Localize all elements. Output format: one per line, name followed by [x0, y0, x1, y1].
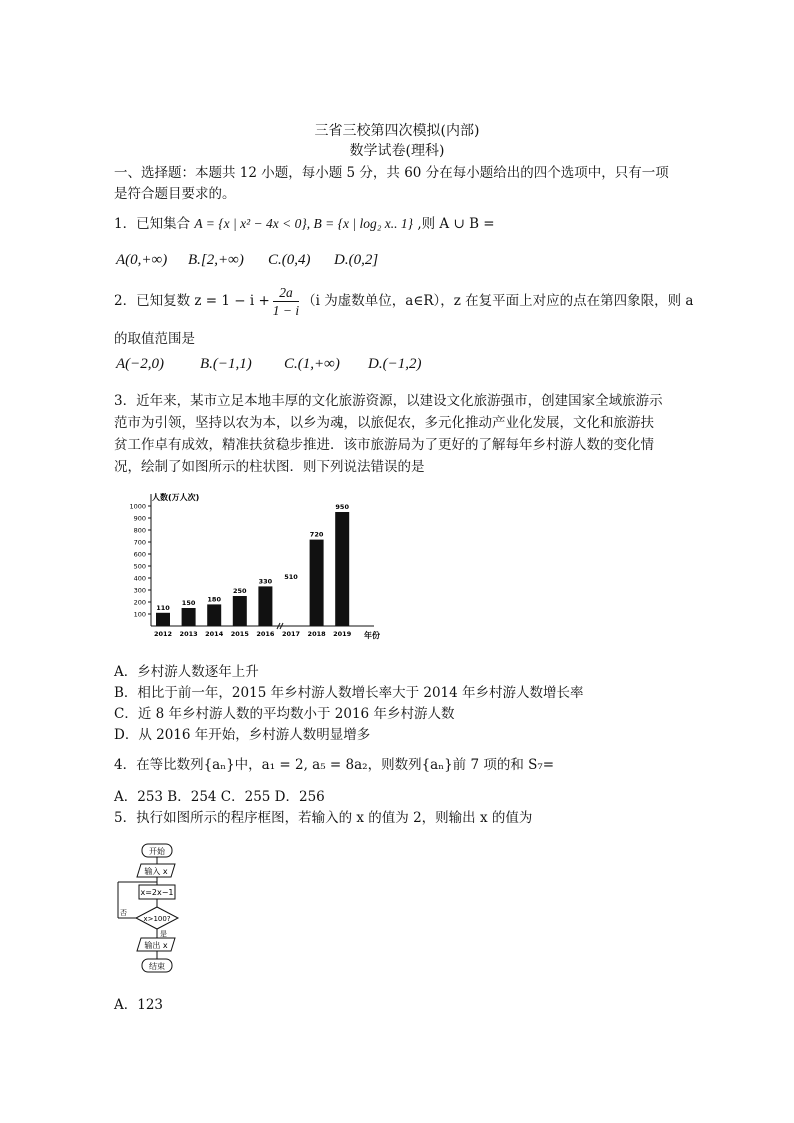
bar-2016 — [258, 586, 272, 626]
q1-option-b: B.[2,+∞) — [188, 252, 244, 268]
section-heading-cont: 是符合题目要求的。 — [114, 186, 236, 202]
q3-line-2: 范市为引领，坚持以农为本，以乡为魂，以旅促农，多元化推动产业化发展，文化和旅游扶 — [114, 415, 654, 431]
q3-line-1: 3．近年来，某市立足本地丰厚的文化旅游资源，以建设文化旅游强市，创建国家全域旅游示 — [114, 393, 663, 409]
bar-2014 — [207, 604, 221, 626]
q3-option-a: A．乡村游人数逐年上升 — [114, 664, 259, 680]
bar-value-label: 950 — [335, 503, 349, 511]
program-flowchart — [112, 840, 202, 980]
exam-subtitle: 数学试卷(理科) — [349, 143, 445, 159]
q1-option-c: C.(0,4) — [268, 252, 311, 268]
section-heading: 一、选择题：本题共 12 小题，每小题 5 分，共 60 分在每小题给出的四个选项中，只有一项 — [114, 165, 669, 181]
bar-value-label: 180 — [207, 595, 221, 604]
flow-no-label: 否 — [120, 909, 127, 917]
q3-option-b: B．相比于前一年，2015 年乡村游人数增长率大于 2014 年乡村游人数增长率 — [114, 685, 584, 701]
x-tick-label: 2017 — [281, 630, 301, 638]
q2-fraction — [273, 284, 299, 319]
y-tick-label: 1000 — [129, 502, 146, 511]
y-tick-label: 100 — [133, 610, 146, 619]
bar-value-label: 330 — [258, 577, 273, 586]
q3-option-d: D．从 2016 年开始，乡村游人数明显增多 — [114, 727, 371, 743]
x-tick-label: 2016 — [256, 630, 275, 638]
bar-value-label: 150 — [181, 599, 196, 607]
flow-input-label: 输入 x — [144, 867, 168, 876]
bar-2012 — [156, 613, 170, 626]
x-tick-label: 2014 — [205, 630, 224, 638]
q1-suffix: ,则 A ∪ B = — [413, 216, 495, 232]
y-tick-label: 900 — [133, 514, 146, 523]
y-tick-label: 800 — [133, 526, 146, 535]
q2-frac-num: 2a — [273, 284, 299, 302]
bar-2013 — [182, 608, 196, 626]
flow-process-label: x=2x−1 — [140, 888, 174, 897]
q3-line-3: 贫工作卓有成效，精准扶贫稳步推进．该市旅游局为了更好的了解每年乡村游人数的变化情 — [114, 437, 654, 453]
x-tick-label: 2019 — [333, 630, 352, 638]
q2-option-c: C.(1,+∞) — [284, 356, 340, 372]
question-4-stem: 4．在等比数列{aₙ}中，a₁ = 2, a₅ = 8a₂，则数列{aₙ}前 7 项的和 S₇= — [114, 757, 555, 773]
q2-frac-den: 1 − i — [272, 303, 300, 318]
bar-2018 — [310, 540, 324, 626]
bar-value-label: 510 — [284, 572, 298, 581]
question-2-stem — [114, 284, 693, 319]
x-tick-label: 2012 — [153, 630, 173, 638]
question-1-stem — [114, 212, 495, 232]
bar-2015 — [233, 596, 247, 626]
bar-value-label: 720 — [309, 530, 324, 539]
y-tick-group — [129, 503, 151, 619]
chart-xlabel: 年份 — [364, 631, 380, 640]
q3-option-c: C．近 8 年乡村游人数的平均数小于 2016 年乡村游人数 — [114, 706, 455, 722]
y-tick-label: 200 — [133, 598, 146, 607]
tourism-bar-chart — [116, 490, 386, 642]
q2-option-a: A(−2,0) — [116, 356, 165, 372]
q2-prefix: 2．已知复数 z = 1 − i + — [114, 293, 270, 309]
bar-2019 — [335, 512, 349, 626]
flow-start-label: 开始 — [149, 847, 165, 856]
x-tick-label: 2018 — [307, 630, 326, 638]
exam-title: 三省三校第四次模拟(内部) — [314, 123, 480, 139]
bar-value-label: 250 — [233, 587, 247, 595]
flow-decision-label: x>100? — [143, 915, 171, 923]
flow-yes-label: 是 — [160, 930, 167, 938]
y-tick-label: 300 — [133, 586, 146, 595]
q5-option-a: A．123 — [114, 997, 164, 1013]
q1-set-a: A = {x | x² − 4x < 0} — [194, 216, 307, 231]
question-5-stem: 5．执行如图所示的程序框图，若输入的 x 的值为 2，则输出 x 的值为 — [114, 810, 533, 826]
y-tick-label: 400 — [133, 574, 146, 583]
x-tick-label: 2013 — [179, 630, 198, 638]
q1-prefix: 1．已知集合 — [114, 216, 195, 232]
q2-stem-cont: 的取值范围是 — [114, 331, 195, 347]
q2-option-b: B.(−1,1) — [200, 356, 252, 372]
q2-suffix: （i 为虚数单位，a∈R），z 在复平面上对应的点在第四象限，则 a — [302, 293, 694, 309]
x-tick-label: 2015 — [230, 630, 249, 638]
q3-line-4: 况，绘制了如图所示的柱状图．则下列说法错误的是 — [114, 459, 425, 475]
y-tick-label: 700 — [133, 538, 146, 547]
y-tick-label: 500 — [133, 562, 146, 571]
q4-options: A．253 B．254 C．255 D．256 — [114, 789, 325, 805]
bar-value-label: 110 — [156, 603, 170, 612]
q2-option-d: D.(−1,2) — [368, 356, 422, 372]
bar-group — [156, 503, 349, 626]
q1-set-b: , B = {x | log₂ x.. 1} — [306, 216, 414, 231]
flow-end-label: 结束 — [149, 962, 165, 971]
q1-option-d: D.(0,2] — [334, 252, 379, 268]
y-tick-label: 600 — [133, 550, 146, 559]
chart-ylabel: 人数(万人次) — [152, 493, 200, 502]
flow-output-label: 输出 x — [144, 941, 168, 950]
q1-option-a: A(0,+∞) — [116, 252, 168, 268]
